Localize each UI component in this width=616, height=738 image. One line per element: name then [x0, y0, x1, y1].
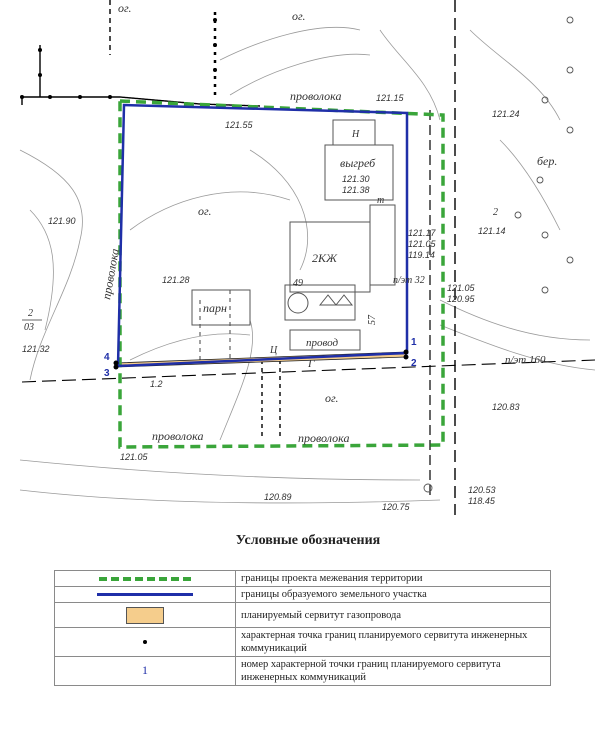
dot-symbol: [143, 640, 147, 644]
label-2: 2: [493, 207, 498, 218]
legend-text: характерная точка границ планируемого сервитута инженерных коммуникаций: [236, 628, 551, 657]
label-provod: провод: [306, 337, 339, 349]
elev-e18: 120.53: [468, 485, 496, 495]
elev-e10: 121.14: [478, 226, 506, 236]
point-2: [404, 355, 409, 360]
elev-e13: 120.95: [447, 294, 475, 304]
elev-e7: 121.17: [408, 228, 436, 238]
label-og-3: ог.: [198, 204, 212, 218]
point-2-label: 2: [411, 358, 417, 369]
label-provoloka-bottom-right: проволока: [298, 431, 350, 445]
elev-e4: 121.30: [342, 174, 370, 184]
label-57: 57: [367, 315, 378, 325]
legend-text: границы проекта межевания территории: [236, 571, 551, 587]
label-vygreb: выгреб: [340, 156, 376, 170]
label-g: Г: [308, 358, 315, 370]
label-parn: парн: [203, 301, 227, 315]
label-og-2: ог.: [292, 9, 306, 23]
elev-e3: 121.24: [492, 109, 520, 119]
label-gas2: п/эт 32: [393, 275, 425, 286]
elev-e11: 121.28: [162, 275, 190, 285]
label-og-1: ог.: [118, 1, 132, 15]
label-provoloka-bottom-left: проволока: [152, 429, 204, 443]
elev-e16: 121.05: [120, 452, 148, 462]
trees: [424, 17, 573, 492]
legend-title: Условные обозначения: [235, 533, 381, 548]
label-gas: п/эт 160: [505, 354, 546, 366]
elev-e19: 118.45: [468, 496, 495, 506]
elev-e21: 1.2: [150, 379, 163, 389]
point-3-label: 3: [104, 368, 110, 379]
label-fraction-bottom: 03: [24, 322, 34, 333]
elev-e20: 120.75: [382, 502, 410, 512]
legend-row: [55, 657, 551, 686]
point-4: [114, 361, 119, 366]
legend-row: [55, 628, 551, 657]
fence-markers: [20, 18, 217, 99]
legend-text: планируемый сервитут газопровода: [236, 603, 551, 628]
point-1-label: 1: [411, 337, 417, 348]
elev-e5: 121.38: [342, 185, 370, 195]
label-og-4: ог.: [325, 391, 339, 405]
buildings: [192, 120, 395, 350]
point-4-label: 4: [104, 352, 110, 363]
legend-row: [55, 571, 551, 587]
elev-e9: 119.14: [408, 250, 435, 260]
green-dash-symbol: [99, 577, 191, 581]
label-ts: Ц: [270, 345, 278, 356]
label-fraction-top: 2: [28, 308, 33, 319]
blue-line-symbol: [97, 593, 193, 596]
legend-table: [54, 570, 551, 686]
elev-e15: 120.83: [492, 402, 520, 412]
label-provoloka-left: проволока: [99, 247, 122, 301]
label-n: Н: [352, 129, 360, 140]
label-t: т: [377, 195, 385, 206]
elev-e1: 121.15: [376, 93, 404, 103]
legend-row: [55, 603, 551, 628]
label-ber: бер.: [537, 154, 558, 168]
label-49: 49: [293, 278, 303, 289]
orange-fill-symbol: [126, 607, 164, 624]
elev-e17: 120.89: [264, 492, 292, 502]
label-2kzh: 2КЖ: [312, 251, 337, 265]
elev-e2: 121.55: [225, 120, 253, 130]
legend-text: номер характерной точки границ планируемого сервитута инженерных коммуникаций: [236, 657, 551, 686]
legend-row: [55, 587, 551, 603]
legend-text: границы образуемого земельного участка: [236, 587, 551, 603]
label-provoloka-top: проволока: [290, 89, 342, 103]
point-1: [404, 350, 409, 355]
number-symbol: 1: [142, 663, 148, 677]
elev-e8: 121.05: [408, 239, 436, 249]
elev-e14: 121.32: [22, 344, 50, 354]
parcel-boundary: [118, 105, 407, 366]
elev-e6: 121.90: [48, 216, 76, 226]
elev-e12: 121.05: [447, 283, 475, 293]
